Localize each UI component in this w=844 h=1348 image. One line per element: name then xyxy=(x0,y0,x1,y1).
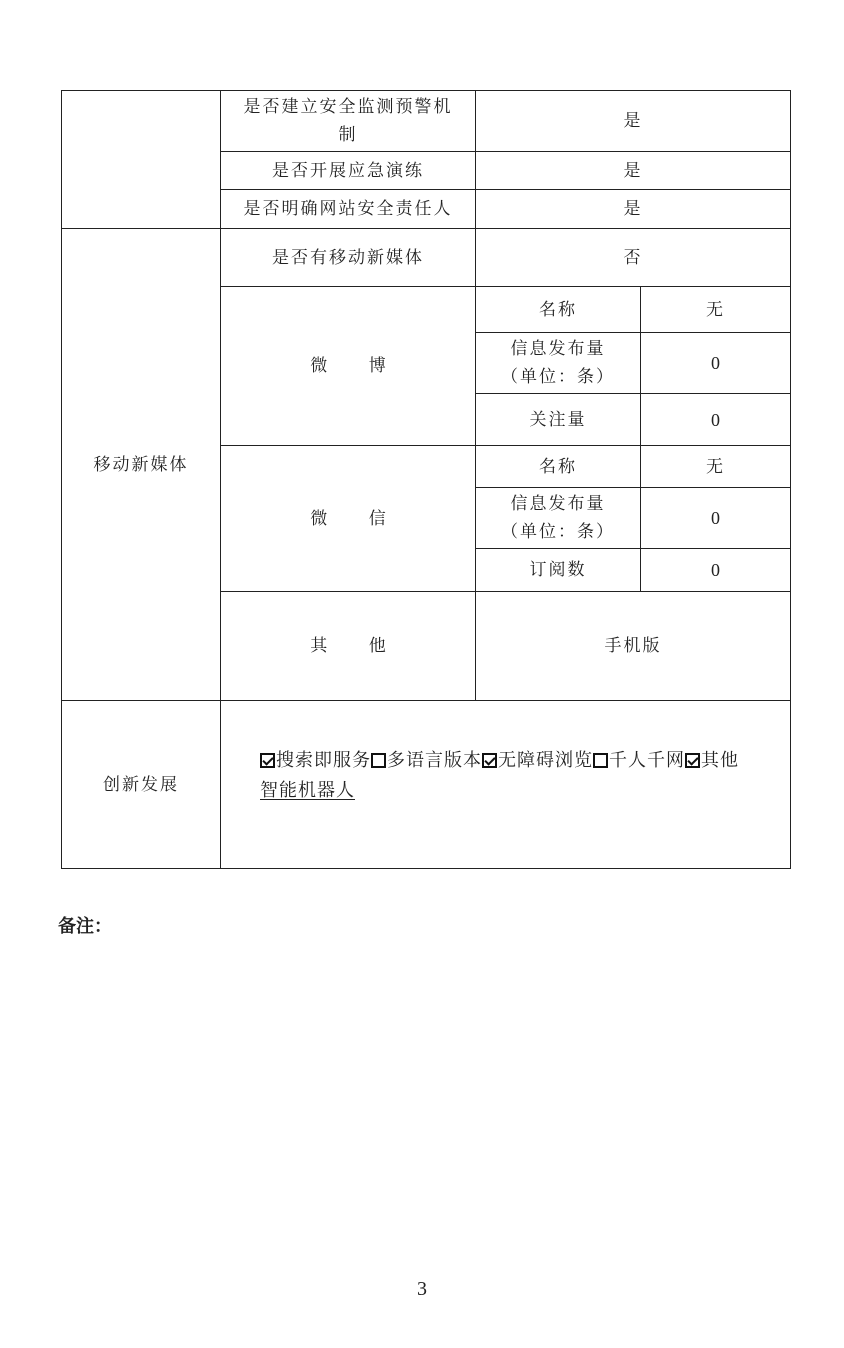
checkbox-empty-icon xyxy=(593,753,608,768)
weibo-posts-label-line1: 信息发布量 xyxy=(510,339,606,359)
wechat-name-label: 名称 xyxy=(539,456,577,477)
other-media-label: 其 他 xyxy=(310,636,404,656)
wechat-label: 微 信 xyxy=(310,508,404,529)
responsible-value: 是 xyxy=(623,199,643,219)
has-media-value: 否 xyxy=(623,247,643,268)
option-accessible-browsing[interactable]: 无障碍浏览 xyxy=(482,750,593,771)
wechat-subscribers-label: 订阅数 xyxy=(529,560,587,580)
checkbox-empty-icon xyxy=(371,753,386,768)
checkbox-checked-icon xyxy=(260,753,275,768)
remarks-label: 备注： xyxy=(58,916,112,937)
monitoring-label: 是否建立安全监测预警机制 xyxy=(243,97,453,145)
weibo-followers-value: 0 xyxy=(711,409,720,430)
wechat-name-value: 无 xyxy=(706,456,725,477)
innovation-options xyxy=(260,746,785,806)
checkbox-checked-icon xyxy=(482,753,497,768)
weibo-name-label: 名称 xyxy=(539,299,577,320)
wechat-subscribers-value: 0 xyxy=(711,560,720,580)
option-other[interactable]: 其他 xyxy=(685,750,739,771)
other-media-value: 手机版 xyxy=(604,636,662,656)
weibo-followers-label: 关注量 xyxy=(529,409,587,430)
drill-value: 是 xyxy=(623,160,643,181)
option-multilingual[interactable]: 多语言版本 xyxy=(371,750,482,771)
option-search-service[interactable]: 搜索即服务 xyxy=(260,750,371,771)
weibo-posts-value: 0 xyxy=(711,353,720,373)
weibo-label: 微 博 xyxy=(310,356,404,376)
innovation-section-label: 创新发展 xyxy=(103,774,179,795)
mobile-media-section-label: 移动新媒体 xyxy=(93,454,189,475)
monitoring-value: 是 xyxy=(623,111,643,131)
drill-label: 是否开展应急演练 xyxy=(272,160,424,181)
option-personalized-web[interactable]: 千人千网 xyxy=(593,750,685,771)
wechat-posts-label-line1: 信息发布量 xyxy=(510,494,606,514)
responsible-label: 是否明确网站安全责任人 xyxy=(243,199,453,219)
report-table xyxy=(61,90,791,869)
checkbox-checked-icon xyxy=(685,753,700,768)
weibo-name-value: 无 xyxy=(706,299,725,320)
page-number: 3 xyxy=(417,1278,427,1300)
wechat-posts-value: 0 xyxy=(711,508,720,528)
weibo-posts-label-line2: （单位：条） xyxy=(501,367,615,387)
other-detail-text: 智能机器人 xyxy=(260,780,355,801)
has-media-label: 是否有移动新媒体 xyxy=(272,247,424,268)
wechat-posts-label-line2: （单位：条） xyxy=(501,522,615,542)
